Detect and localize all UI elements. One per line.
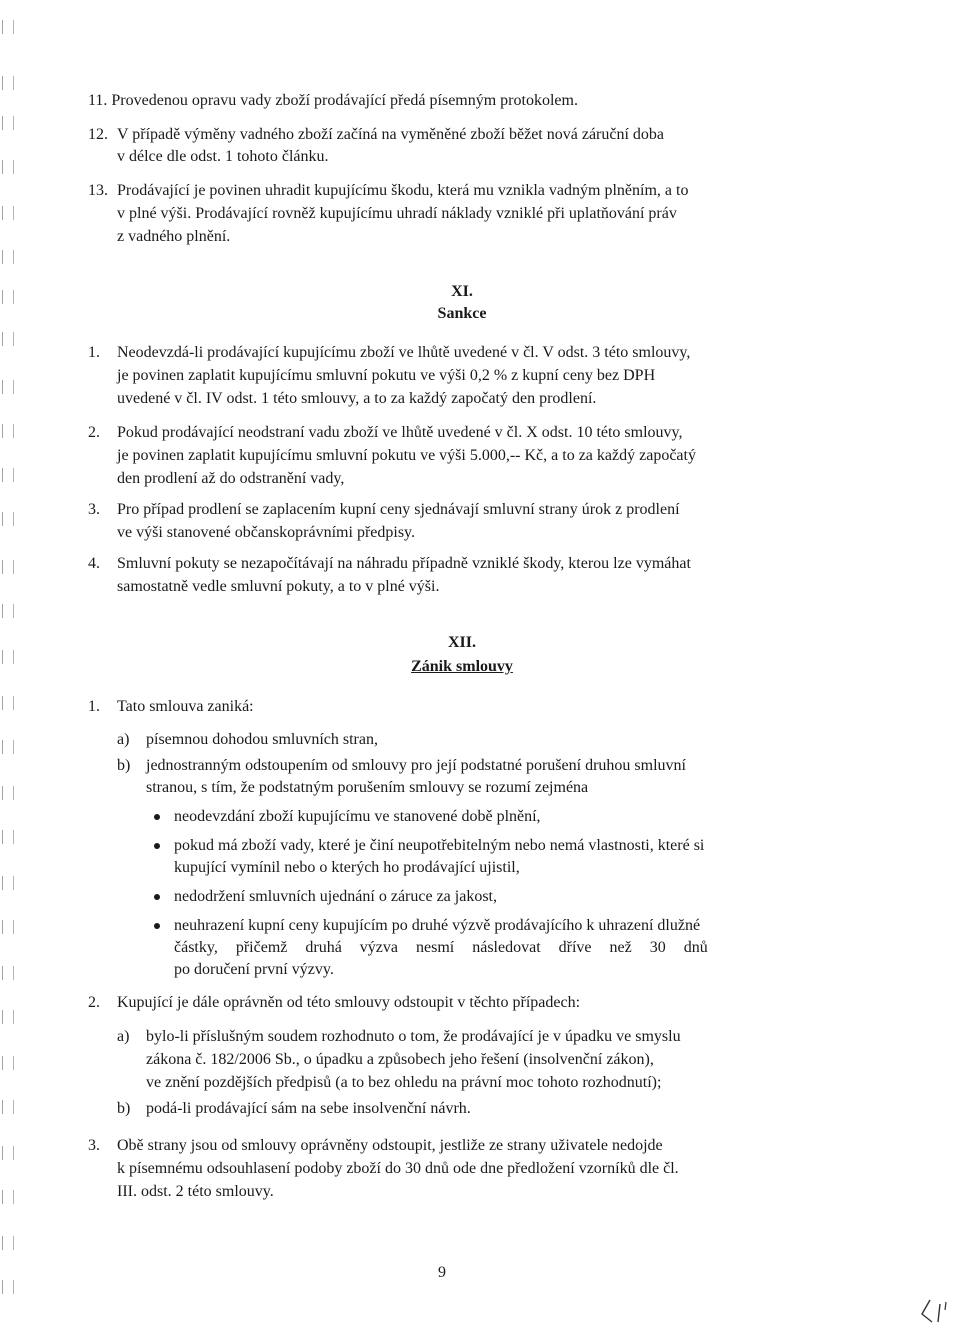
section-xi-number: XI. — [451, 283, 473, 300]
xii-item2-number: 2. — [88, 994, 100, 1011]
xi-item1-line3: uvedené v čl. IV odst. 1 této smlouvy, a to za každý započatý den prodlení. — [117, 390, 597, 407]
page-number: 9 — [438, 1264, 446, 1281]
xii-b-line2: stranou, s tím, že podstatným porušením smlouvy se rozumí zejména — [146, 779, 589, 796]
xii-bullet1-line1: neodevzdání zboží kupujícímu ve stanovené době plnění, — [174, 808, 541, 825]
bullet-dot — [154, 894, 160, 900]
section-xii-number: XII. — [447, 634, 476, 651]
xii-bullet4-line3: po doručení první výzvy. — [174, 961, 334, 978]
xi-item3-line2: ve výši stanovené občanskoprávními předpisy. — [117, 524, 416, 541]
xii-item3-number: 3. — [88, 1137, 100, 1154]
xii-b-line1: jednostranným odstoupením od smlouvy pro její podstatné porušení druhou smluvní — [146, 757, 686, 774]
bullet-dot — [154, 923, 160, 929]
xi-item4-number: 4. — [88, 555, 100, 572]
xii-bullet3-line1: nedodržení smluvních ujednání o záruce za jakost, — [174, 888, 497, 905]
bullet-dot — [154, 843, 160, 849]
xii-item3-line1: Obě strany jsou od smlouvy oprávněny odstoupit, jestliže ze strany uživatele nedojde — [117, 1137, 663, 1154]
clause-12-number: 12. — [88, 126, 108, 143]
xii-item2-a-line3: ve znění pozdějších předpisů (a to bez ohledu na právní moc tohoto rozhodnutí); — [146, 1074, 662, 1091]
xii-bullet4-line1: neuhrazení kupní ceny kupujícím po druhé výzvě prodávajícího k uhrazení dlužné — [174, 917, 701, 934]
xii-item2-text: Kupující je dále oprávněn od této smlouvy odstoupit v těchto případech: — [117, 994, 581, 1011]
section-xii-title: Zánik smlouvy — [411, 658, 513, 675]
clause-13-number: 13. — [88, 182, 108, 199]
xii-item1-text: Tato smlouva zaniká: — [117, 698, 254, 715]
xii-item2-a-label: a) — [117, 1028, 130, 1045]
xi-item3-line1: Pro případ prodlení se zaplacením kupní ceny sjednávají smluvní strany úrok z prodlení — [117, 501, 680, 518]
clause-11: 11. Provedenou opravu vady zboží prodávající předá písemným protokolem. — [88, 92, 578, 109]
xi-item4-line1: Smluvní pokuty se nezapočítávají na náhradu případně vzniklé škody, kterou lze vymáhat — [117, 555, 691, 572]
bullet-dot — [154, 814, 160, 820]
xii-bullet2-line2: kupující vymínil nebo o kterých ho prodávající ujistil, — [174, 859, 520, 876]
clause-13-line2: v plné výši. Prodávající rovněž kupujícímu uhradí náklady vzniklé při uplatňování práv — [117, 205, 677, 222]
xii-item2-a-line1: bylo-li příslušným soudem rozhodnuto o tom, že prodávající je v úpadku ve smyslu — [146, 1028, 681, 1045]
section-xi-title: Sankce — [437, 305, 487, 322]
xi-item3-number: 3. — [88, 501, 100, 518]
xii-bullet2-line1: pokud má zboží vady, které je činí neupotřebitelným nebo nemá vlastnosti, které si — [174, 837, 705, 854]
xii-a-text: písemnou dohodou smluvních stran, — [146, 731, 378, 748]
clause-13-line1: Prodávající je povinen uhradit kupujícímu škodu, která mu vznikla vadným plněním, a to — [117, 182, 689, 199]
xi-item4-line2: samostatně vedle smluvní pokuty, a to v plné výši. — [117, 578, 440, 595]
clause-12-line2: v délce dle odst. 1 tohoto článku. — [117, 148, 329, 165]
xi-item1-line1: Neodevzdá-li prodávající kupujícímu zboží ve lhůtě uvedené v čl. V odst. 3 této smlouvy, — [117, 344, 691, 361]
xii-a-label: a) — [117, 731, 130, 748]
xii-item3-line2: k písemnému odsouhlasení podoby zboží do 30 dnů ode dne předložení vzorníků dle čl. — [117, 1160, 679, 1177]
xii-item1-number: 1. — [88, 698, 100, 715]
xi-item1-number: 1. — [88, 344, 100, 361]
xi-item2-line2: je povinen zaplatit kupujícímu smluvní pokutu ve výši 5.000,-- Kč, a to za každý započatý — [117, 447, 696, 464]
xii-item2-a-line2: zákona č. 182/2006 Sb., o úpadku a způsobech jeho řešení (insolvenční zákon), — [146, 1051, 654, 1068]
xi-item2-line3: den prodlení až do odstranění vady, — [117, 470, 345, 487]
xi-item2-line1: Pokud prodávající neodstraní vadu zboží ve lhůtě uvedené v čl. X odst. 10 této smlouvy, — [117, 424, 683, 441]
xii-item3-line3: III. odst. 2 této smlouvy. — [117, 1183, 274, 1200]
handwritten-initials — [918, 1296, 952, 1326]
clause-13-line3: z vadného plnění. — [117, 228, 231, 245]
clause-12-line1: V případě výměny vadného zboží začíná na vyměněné zboží běžet nová záruční doba — [117, 126, 665, 143]
xi-item2-number: 2. — [88, 424, 100, 441]
xii-b-label: b) — [117, 757, 131, 774]
xi-item1-line2: je povinen zaplatit kupujícímu smluvní pokutu ve výši 0,2 % z kupní ceny bez DPH — [117, 367, 656, 384]
scan-margin-marks — [2, 20, 14, 1300]
xii-item2-b-text: podá-li prodávající sám na sebe insolvenční návrh. — [146, 1100, 471, 1117]
xii-bullet4-line2: částky, přičemž druhá výzva nesmí následovat dříve než 30 dnů — [174, 939, 708, 956]
xii-item2-b-label: b) — [117, 1100, 131, 1117]
